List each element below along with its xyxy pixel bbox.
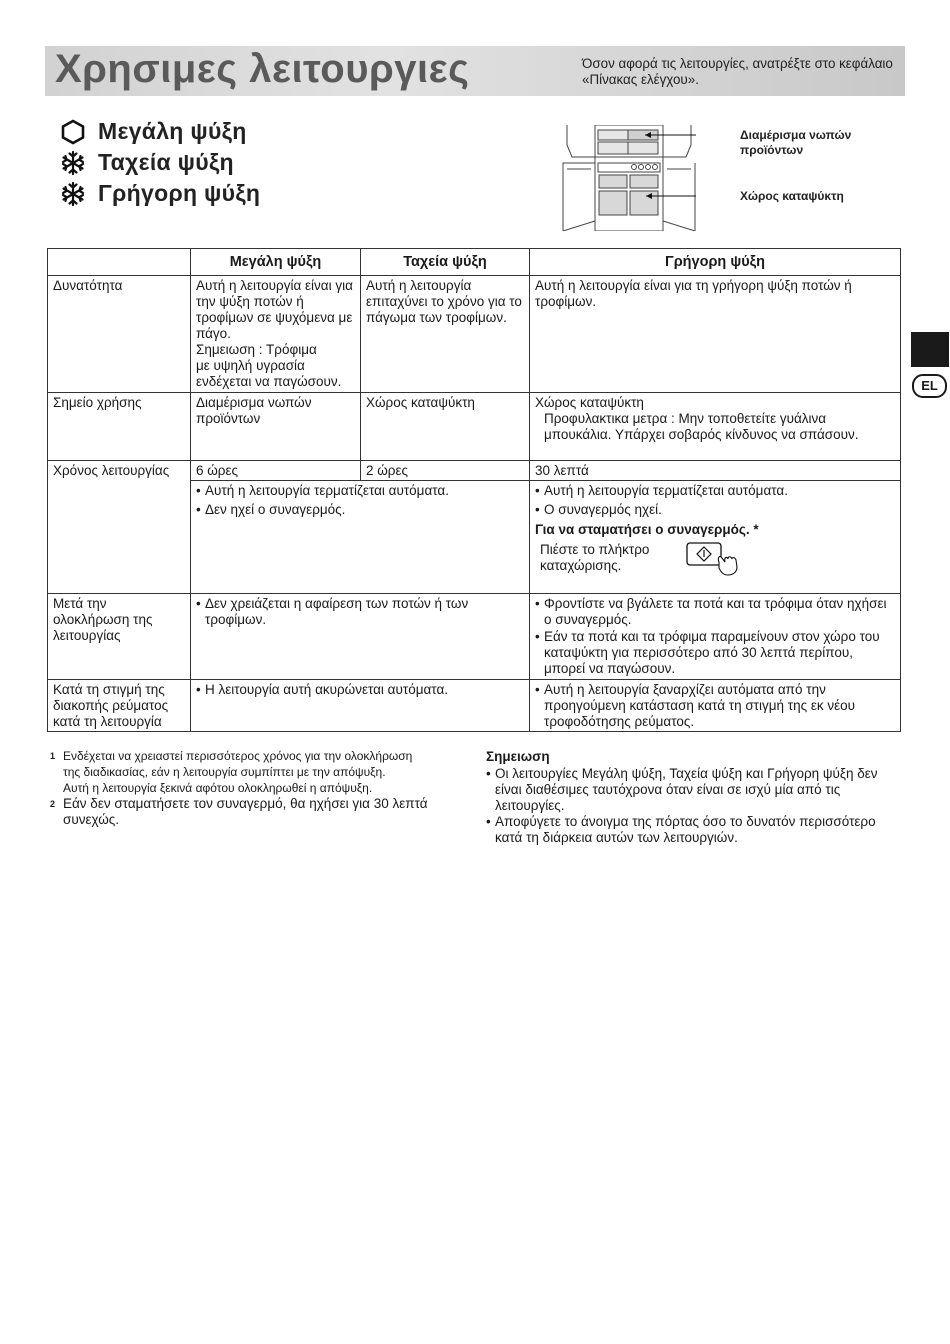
fresh-compartment-label: Διαμέρισμα νωπών προϊόντων: [740, 128, 852, 157]
table-header-cell: Ταχεία ψύξη: [361, 249, 530, 276]
function-name: Μεγάλη ψύξη: [98, 118, 247, 144]
table-cell: [530, 393, 901, 461]
function-item-big-cooling: [60, 116, 260, 147]
table-cell: [191, 594, 530, 680]
bullet-item: • Αυτή η λειτουργία ξαναρχίζει αυτόματα από την προηγούμενη κατάσταση κατά τη στιγμή της εκ νέου τροφοδότησης ρεύματος.: [535, 682, 896, 730]
function-list: [60, 116, 260, 209]
note-section: [486, 749, 906, 846]
table-cell: [530, 680, 901, 732]
section-tab: [911, 332, 949, 367]
row-label: Δυνατότητα: [48, 276, 191, 393]
function-name: Γρήγορη ψύξη: [98, 180, 261, 206]
table-cell: Διαμέρισμα νωπών προϊόντων: [191, 393, 361, 461]
table-header-cell: Γρήγορη ψύξη: [530, 249, 901, 276]
table-row-power: [48, 680, 901, 732]
table-cell: Αυτή η λειτουργία επιταχύνει το χρόνο για το πάγωμα των τροφίμων.: [361, 276, 530, 393]
table-cell: Χώρος καταψύκτη: [361, 393, 530, 461]
table-cell: 2 ώρες: [361, 461, 530, 481]
note-title: Σημειωση: [486, 749, 550, 764]
bullet-item: • Φροντίστε να βγάλετε τα ποτά και τα τρόφιμα όταν ηχήσει ο συναγερμός.: [535, 596, 896, 628]
bullet-item: • Αυτή η λειτουργία τερματίζεται αυτόματα.: [196, 483, 525, 499]
table-header-cell: [48, 249, 191, 276]
table-header-row: [48, 249, 901, 276]
bullet-item: • Αυτή η λειτουργία τερματίζεται αυτόματα.: [535, 483, 896, 499]
function-table: [47, 248, 901, 732]
table-cell: [530, 594, 901, 680]
hexagon-icon: [60, 119, 86, 145]
row-label: Σημείο χρήσης: [48, 393, 191, 461]
snowflake-icon: [60, 150, 86, 176]
footnote-number: 2: [50, 799, 56, 809]
bullet-item: • Ο συναγερμός ηχεί.: [535, 502, 896, 518]
footnote-1: [50, 748, 470, 796]
footnote-line: της διαδικασίας, εάν η λειτουργία συμπίπτει με την απόψυξη.: [63, 765, 386, 779]
table-row-time: [48, 461, 901, 481]
table-row-after: [48, 594, 901, 680]
table-cell: [191, 276, 361, 393]
footnote-line: Αυτή η λειτουργία ξεκινά αφότου ολοκληρωθεί η απόψυξη.: [63, 781, 373, 795]
freezer-compartment-label: Χώρος καταψύκτη: [740, 189, 844, 203]
cell-note: Σημειωση : Τρόφιμα: [196, 342, 317, 357]
table-cell: 30 λεπτά: [530, 461, 901, 481]
footnotes: [50, 748, 470, 828]
enter-key-press-icon: [685, 540, 749, 576]
table-row-location: [48, 393, 901, 461]
cell-note: ενδέχεται να παγώσουν.: [196, 374, 342, 389]
warning-text: Προφυλακτικα μετρα : Μην τοποθετείτε γυάλινα μπουκάλια. Υπάρχει σοβαρός κίνδυνος να σπάσουν.: [544, 411, 859, 442]
snowflake-icon: [60, 181, 86, 207]
header-note: Όσον αφορά τις λειτουργίες, ανατρέξτε στο κεφάλαιο «Πίνακας ελέγχου».: [582, 56, 893, 87]
refrigerator-diagram: [562, 125, 696, 231]
footnote-line: Ενδέχεται να χρειαστεί περισσότερος χρόνος για την ολοκλήρωση: [63, 749, 413, 763]
table-row-capability: [48, 276, 901, 393]
table-cell: [530, 481, 901, 594]
cell-text: Αυτή η λειτουργία είναι για την ψύξη ποτών ή τροφίμων σε ψυχόμενα με πάγο.: [196, 278, 353, 341]
footnote-2: [50, 796, 470, 828]
footnote-text: Εάν δεν σταματήσετε τον συναγερμό, θα ηχήσει για 30 λεπτά συνεχώς.: [63, 796, 428, 827]
row-label: Χρόνος λειτουργίας: [48, 461, 191, 594]
language-badge: EL: [912, 374, 947, 398]
function-item-fast-cooling: [60, 147, 260, 178]
cell-note: με υψηλή υγρασία: [196, 358, 305, 373]
table-cell: Αυτή η λειτουργία είναι για τη γρήγορη ψύξη ποτών ή τροφίμων.: [530, 276, 901, 393]
bullet-item: • Οι λειτουργίες Μεγάλη ψύξη, Ταχεία ψύξη και Γρήγορη ψύξη δεν είναι διαθέσιμες ταυτόχρονα όταν είναι σε ισχύ μία από τις λειτουργίες.: [486, 766, 906, 814]
press-instruction: [535, 542, 896, 578]
function-name: Ταχεία ψύξη: [98, 149, 234, 175]
row-label: Μετά την ολοκλήρωση της λειτουργίας: [48, 594, 191, 680]
bullet-item: • Δεν χρειάζεται η αφαίρεση των ποτών ή των τροφίμων.: [196, 596, 525, 628]
bullet-item: • Δεν ηχεί ο συναγερμός.: [196, 502, 525, 518]
page-header: [45, 46, 905, 96]
press-instruction-text: Πιέστε το πλήκτρο καταχώρισης.: [540, 542, 650, 573]
function-item-quick-cooling: [60, 178, 260, 209]
table-cell: 6 ώρες: [191, 461, 361, 481]
alarm-stop-title: Για να σταματήσει ο συναγερμός. *: [535, 522, 759, 537]
footnote-number: 1: [50, 751, 56, 761]
table-header-cell: Μεγάλη ψύξη: [191, 249, 361, 276]
cell-text: Χώρος καταψύκτη: [535, 395, 644, 410]
bullet-item: • Η λειτουργία αυτή ακυρώνεται αυτόματα.: [196, 682, 525, 698]
table-cell: [191, 680, 530, 732]
row-label: Κατά τη στιγμή της διακοπής ρεύματος κατά τη λειτουργία: [48, 680, 191, 732]
table-cell: [191, 481, 530, 594]
bullet-item: • Αποφύγετε το άνοιγμα της πόρτας όσο το δυνατόν περισσότερο κατά τη διάρκεια αυτών των λειτουργιών.: [486, 814, 906, 846]
bullet-item: • Εάν τα ποτά και τα τρόφιμα παραμείνουν στον χώρο του καταψύκτη για περισσότερο από 30 λεπτά περίπου, μπορεί να παγώσουν.: [535, 629, 896, 677]
page-title: Χρησιμες λειτουργιες: [55, 47, 470, 91]
